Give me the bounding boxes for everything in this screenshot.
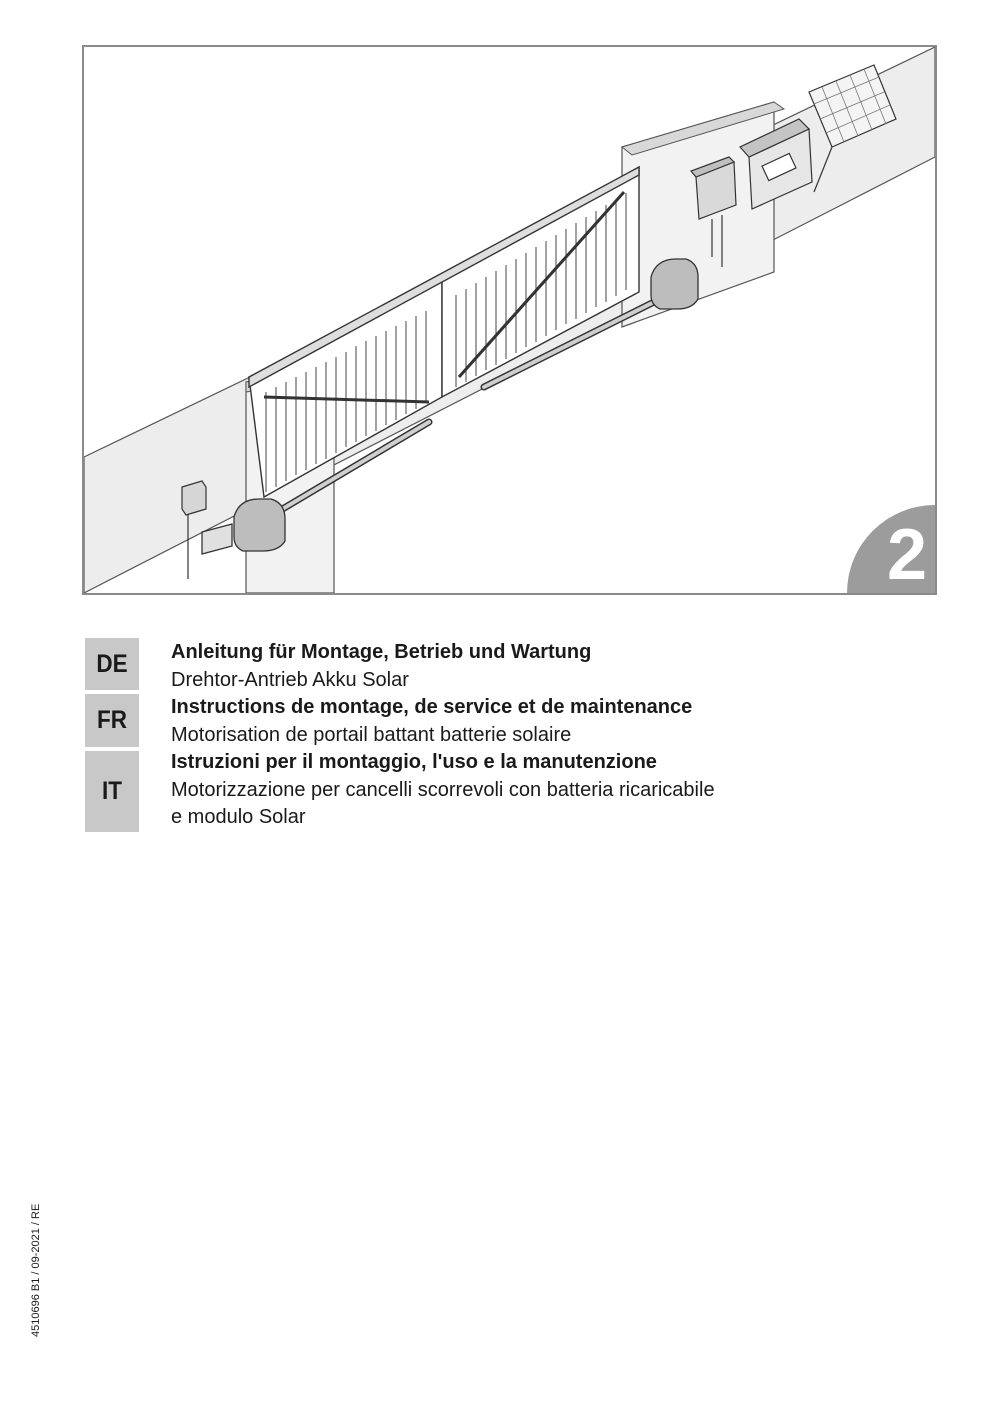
title-group-it: [171, 749, 931, 832]
page-badge-number: 2: [886, 515, 927, 595]
subtitle-it-line-2: e modulo Solar: [171, 806, 306, 828]
title-fr: Instructions de montage, de service et de maintenance: [171, 696, 693, 718]
product-illustration: [82, 45, 937, 595]
title-group-fr: [171, 694, 931, 749]
title-group-de: [171, 639, 931, 694]
right-motor: [651, 259, 698, 309]
subtitle-de: Drehtor-Antrieb Akku Solar: [171, 668, 409, 691]
title-list: [171, 639, 931, 832]
gate-drive-drawing: [84, 47, 935, 593]
title-de: Anleitung für Montage, Betrieb und Wartung: [171, 641, 592, 663]
subtitle-fr: Motorisation de portail battant batterie solaire: [171, 723, 572, 746]
lang-code-fr: FR: [85, 694, 139, 747]
subtitle-it-line-1: Motorizzazione per cancelli scorrevoli con batteria ricaricabile: [171, 778, 715, 801]
title-it: Istruzioni per il montaggio, l'uso e la manutenzione: [171, 751, 657, 773]
lang-code-de: DE: [85, 638, 139, 690]
lang-code-it: IT: [85, 751, 139, 832]
document-number: 4510696 B1 / 09-2021 / RE: [30, 1203, 42, 1337]
